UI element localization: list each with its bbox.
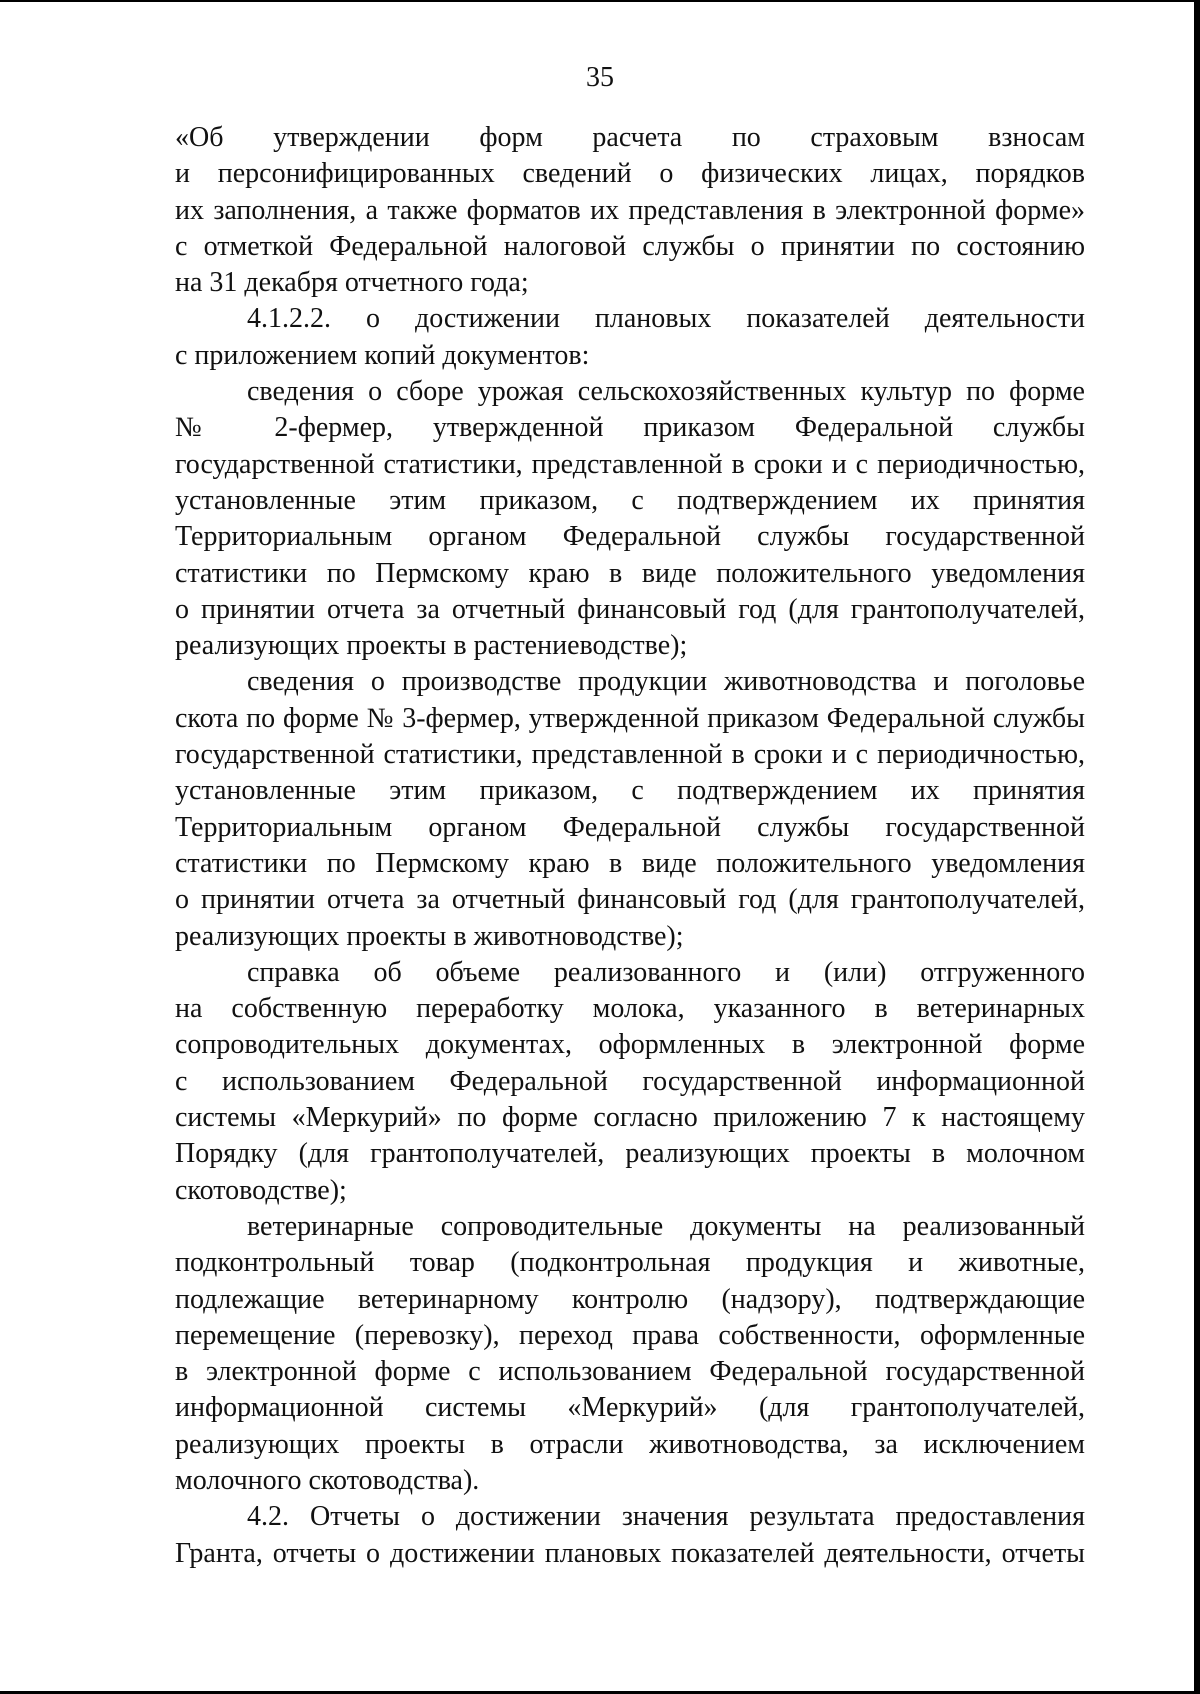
text-line: подконтрольный товар (подконтрольная продукция и животные, <box>175 1247 1085 1279</box>
text-line: информационной системы «Меркурий» (для грантополучателей, <box>175 1392 1085 1424</box>
text-line: с использованием Федеральной государственной информационной <box>175 1065 1085 1097</box>
text-line: на собственную переработку молока, указанного в ветеринарных <box>175 993 1085 1025</box>
page-number: 35 <box>586 62 614 93</box>
paragraph-p5 <box>175 955 1085 1209</box>
text-line: с отметкой Федеральной налоговой службы о принятии по состоянию <box>175 230 1085 262</box>
text-line: установленные этим приказом, с подтверждением их принятия <box>175 775 1085 807</box>
text-line: сведения о производстве продукции животноводства и поголовье <box>247 666 1085 698</box>
text-line: скота по форме № 3-фермер, утвержденной приказом Федеральной службы <box>175 702 1085 734</box>
text-line: Территориальным органом Федеральной службы государственной <box>175 521 1085 553</box>
text-line: справка об объеме реализованного и (или) отгруженного <box>247 956 1085 988</box>
text-line: с приложением копий документов: <box>175 339 590 371</box>
paragraph-p6 <box>175 1209 1085 1499</box>
scan-edge-right <box>1194 0 1200 1694</box>
text-line: их заполнения, а также форматов их представления в электронной форме» <box>175 194 1085 226</box>
text-line: реализующих проекты в отрасли животноводства, за исключением <box>175 1428 1085 1460</box>
text-line: государственной статистики, представленной в сроки и с периодичностью, <box>175 448 1085 480</box>
text-line: статистики по Пермскому краю в виде положительного уведомления <box>175 557 1085 589</box>
paragraph-p1 <box>175 120 1085 301</box>
text-line: 4.2. Отчеты о достижении значения результата предоставления <box>247 1501 1085 1533</box>
paragraph-p4 <box>175 664 1085 954</box>
paragraph-p2 <box>175 301 1085 374</box>
text-line: реализующих проекты в животноводстве); <box>175 920 684 952</box>
text-line: о принятии отчета за отчетный финансовый год (для грантополучателей, <box>175 593 1085 625</box>
text-line: и персонифицированных сведений о физических лицах, порядков <box>175 158 1085 190</box>
text-line: подлежащие ветеринарному контролю (надзору), подтверждающие <box>175 1283 1085 1315</box>
text-line: в электронной форме с использованием Федеральной государственной <box>175 1356 1085 1388</box>
text-line: о принятии отчета за отчетный финансовый год (для грантополучателей, <box>175 884 1085 916</box>
paragraph-p3 <box>175 374 1085 664</box>
text-line: 4.1.2.2. о достижении плановых показателей деятельности <box>247 303 1085 335</box>
text-line: сопроводительных документах, оформленных в электронной форме <box>175 1029 1085 1061</box>
text-line: Территориальным органом Федеральной службы государственной <box>175 811 1085 843</box>
text-line: реализующих проекты в растениеводстве); <box>175 630 688 662</box>
text-line: № 2-фермер, утвержденной приказом Федеральной службы <box>175 412 1085 444</box>
text-line: Порядку (для грантополучателей, реализующих проекты в молочном <box>175 1138 1085 1170</box>
text-line: статистики по Пермскому краю в виде положительного уведомления <box>175 847 1085 879</box>
document-body <box>175 120 1085 1572</box>
paragraph-p7 <box>175 1499 1085 1572</box>
text-line: системы «Меркурий» по форме согласно приложению 7 к настоящему <box>175 1102 1085 1134</box>
text-line: сведения о сборе урожая сельскохозяйственных культур по форме <box>247 376 1085 408</box>
text-line: ветеринарные сопроводительные документы на реализованный <box>247 1210 1085 1242</box>
text-line: «Об утверждении форм расчета по страховым взносам <box>175 122 1085 153</box>
scan-edge-top <box>0 0 1200 2</box>
text-line: на 31 декабря отчетного года; <box>175 267 529 299</box>
text-line: перемещение (перевозку), переход права собственности, оформленные <box>175 1319 1085 1351</box>
text-line: скотоводстве); <box>175 1174 347 1206</box>
text-line: молочного скотоводства). <box>175 1464 480 1496</box>
text-line: Гранта, отчеты о достижении плановых показателей деятельности, отчеты <box>175 1537 1085 1569</box>
text-line: государственной статистики, представленной в сроки и с периодичностью, <box>175 739 1085 771</box>
text-line: установленные этим приказом, с подтверждением их принятия <box>175 484 1085 516</box>
